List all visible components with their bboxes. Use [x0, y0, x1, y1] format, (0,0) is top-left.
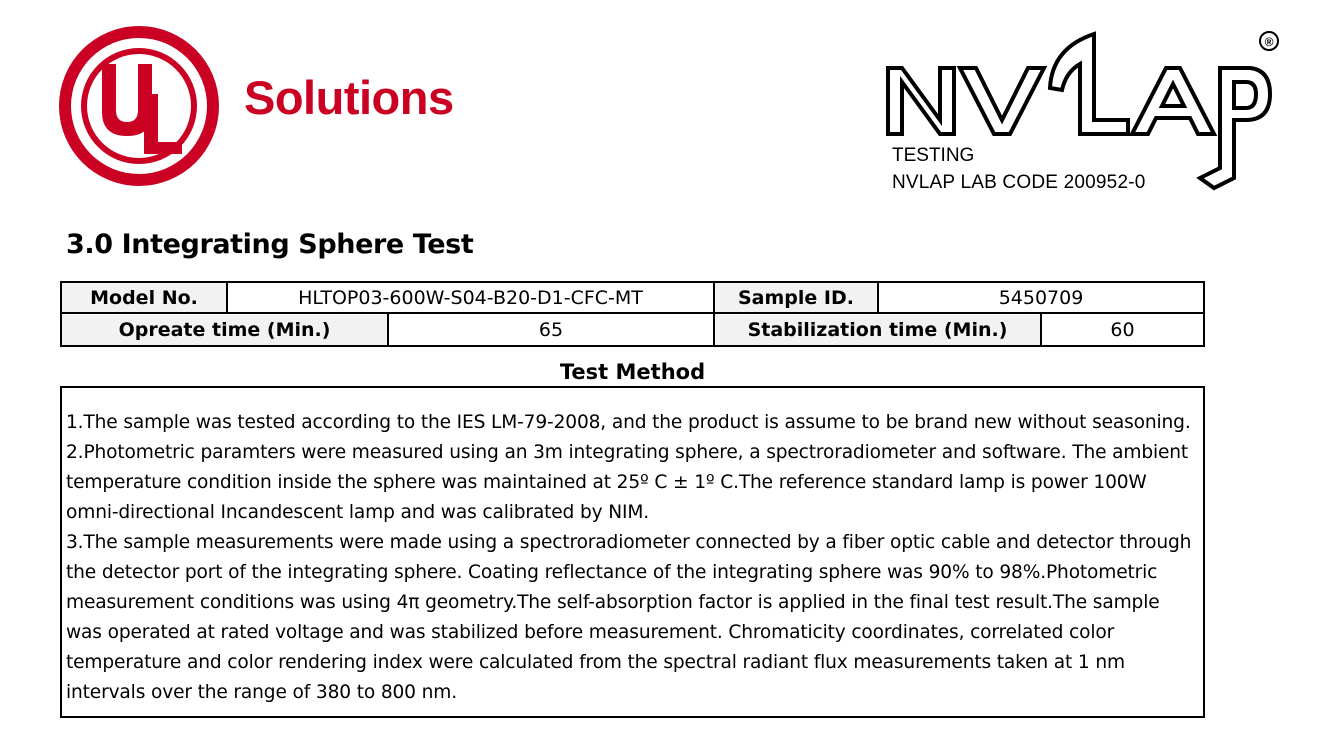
sample-value: 5450709	[879, 283, 1203, 313]
column-divider	[387, 313, 389, 347]
stabilization-time-value: 60	[1042, 315, 1203, 345]
column-divider	[713, 281, 715, 347]
test-method-title: Test Method	[559, 360, 706, 384]
nvlap-testing-label: TESTING	[892, 145, 975, 166]
stabilization-time-label: Stabilization time (Min.)	[715, 315, 1040, 345]
test-method-item-2: 2.Photometric paramters were measured using an 3m integrating sphere, a spectroradiometer and software. The ambient temperature condition inside the sphere was maintained at 25º C ± 1º C.The reference standard lamp is power 100W omni-directional Incandescent lamp and was calibrated by NIM.	[66, 442, 1189, 523]
test-method-item-3: 3.The sample measurements were made using a spectroradiometer connected by a fiber optic cable and detector through the detector port of the integrating sphere. Coating reflectance of the integrating sphere was 90% to 98%.Photometric measurement conditions was using 4π geometry.The self-absorption factor is applied in the final test result.The sample was operated at rated voltage and was stabilized before measurement. Chromaticity coordinates, correlated color temperature and color rendering index were calculated from the spectral radiant flux measurements taken at 1 nm intervals over the range of 380 to 800 nm.	[66, 532, 1192, 703]
model-value: HLTOP03-600W-S04-B20-D1-CFC-MT	[228, 283, 713, 313]
test-method-item-1: 1.The sample was tested according to the IES LM-79-2008, and the product is assume to be brand new without seasoning.	[66, 412, 1191, 433]
ul-solutions-wordmark: Solutions	[244, 71, 454, 124]
row-divider	[60, 312, 1205, 314]
operate-time-label: Opreate time (Min.)	[62, 315, 387, 345]
column-divider	[226, 281, 228, 313]
ul-mark-icon	[58, 24, 248, 188]
nvlap-lab-code: NVLAP LAB CODE 200952-0	[892, 172, 1146, 193]
column-divider	[1040, 313, 1042, 347]
column-divider	[877, 281, 879, 313]
model-label: Model No.	[62, 283, 226, 313]
operate-time-value: 65	[389, 315, 713, 345]
sample-label: Sample ID.	[715, 283, 877, 313]
section-heading: 3.0 Integrating Sphere Test	[66, 229, 474, 260]
test-method-box	[60, 386, 1205, 718]
registered-mark: ®	[1264, 35, 1274, 49]
info-table-border	[60, 281, 1205, 347]
